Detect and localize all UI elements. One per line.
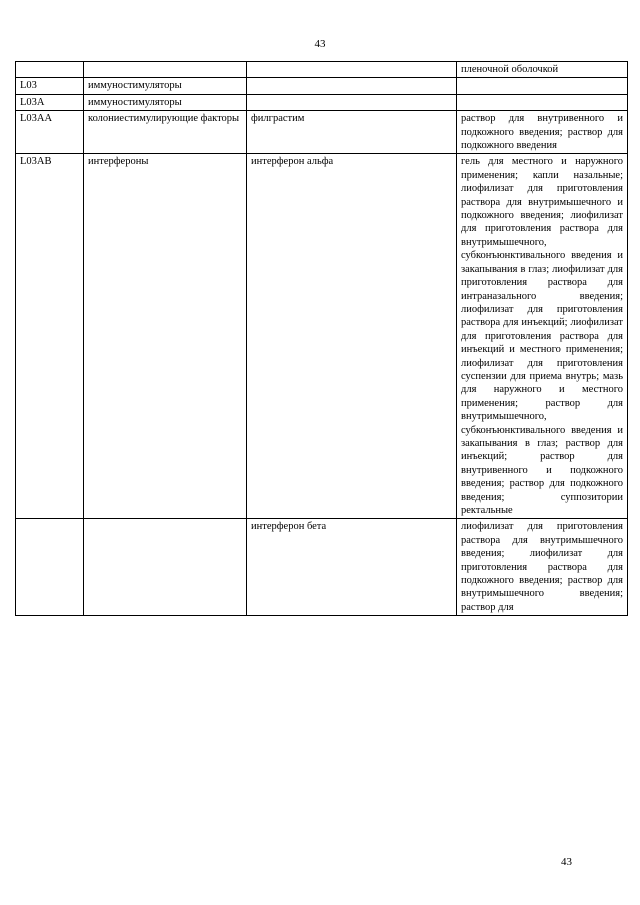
dosage-form: лиофилизат для приготовления раствора для инъекций и местного применения; — [461, 317, 623, 356]
dosage-forms-cell — [457, 78, 628, 94]
drug-table — [15, 61, 628, 616]
table-row — [16, 154, 628, 519]
atc-code-cell — [16, 62, 84, 78]
group-name-cell: интерфероны — [84, 154, 247, 519]
group-name-cell: колониестимулирующие факторы — [84, 111, 247, 154]
page-number-top: 43 — [314, 38, 326, 50]
dosage-form: мазь для наружного и местного применения; — [461, 370, 623, 409]
dosage-form: лиофилизат для приготовления суспензии для приема внутрь; — [461, 357, 623, 382]
substance-cell: интерферон бета — [247, 519, 457, 616]
page-number-bottom: 43 — [561, 856, 572, 868]
group-name-cell: иммуностимуляторы — [84, 94, 247, 110]
atc-code-cell — [16, 519, 84, 616]
substance-cell: интерферон альфа — [247, 154, 457, 519]
atc-code-cell: L03AB — [16, 154, 84, 519]
dosage-forms-cell — [457, 94, 628, 110]
atc-code-cell: L03A — [16, 94, 84, 110]
substance-cell — [247, 62, 457, 78]
atc-code-cell: L03AA — [16, 111, 84, 154]
dosage-form: раствор для — [461, 601, 514, 613]
dosage-forms-cell — [457, 519, 628, 616]
substance-cell — [247, 78, 457, 94]
dosage-forms-cell — [457, 111, 628, 154]
dosage-form: лиофилизат для приготовления раствора для подкожного введения; — [461, 548, 623, 587]
dosage-form: раствор для внутривенного и подкожного введения; — [461, 113, 623, 138]
atc-code-cell: L03 — [16, 78, 84, 94]
substance-cell — [247, 94, 457, 110]
group-name-cell: иммуностимуляторы — [84, 78, 247, 94]
dosage-form: раствор для подкожного введения — [461, 126, 623, 152]
table-row — [16, 519, 628, 616]
dosage-form: раствор для внутримышечного введения; — [461, 575, 623, 600]
group-name-cell — [84, 519, 247, 616]
group-name-cell — [84, 62, 247, 78]
dosage-form: лиофилизат для приготовления раствора для интраназального введения; — [461, 263, 623, 302]
dosage-form: раствор для инъекций; — [461, 437, 623, 463]
dosage-form: раствор для внутривенного и подкожного введения; — [461, 451, 623, 490]
table-row — [16, 111, 628, 154]
dosage-form: лиофилизат для приготовления раствора для внутримышечного, субконъюнктивального введения и закапывания в глаз; — [461, 210, 624, 275]
dosage-form: суппозитории ректальные — [461, 491, 623, 516]
substance-cell: филграстим — [247, 111, 457, 154]
dosage-form: гель для местного и наружного применения; — [461, 156, 623, 181]
table-row — [16, 78, 628, 94]
dosage-forms-cell — [457, 62, 628, 78]
dosage-form: лиофилизат для приготовления раствора для внутримышечного и подкожного введения; — [461, 183, 623, 222]
dosage-form: раствор для подкожного введения; — [461, 478, 624, 503]
dosage-form: лиофилизат для приготовления раствора для инъекций; — [461, 303, 623, 329]
dosage-forms-cell — [457, 154, 628, 519]
table-row — [16, 62, 628, 78]
dosage-form: раствор для внутримышечного, субконъюнктивального введения и закапывания в глаз; — [461, 397, 623, 449]
dosage-form: капли назальные; — [532, 169, 623, 181]
dosage-form: лиофилизат для приготовления раствора для внутримышечного введения; — [461, 521, 623, 560]
table-row — [16, 94, 628, 110]
dosage-form: пленочной оболочкой — [461, 64, 559, 75]
